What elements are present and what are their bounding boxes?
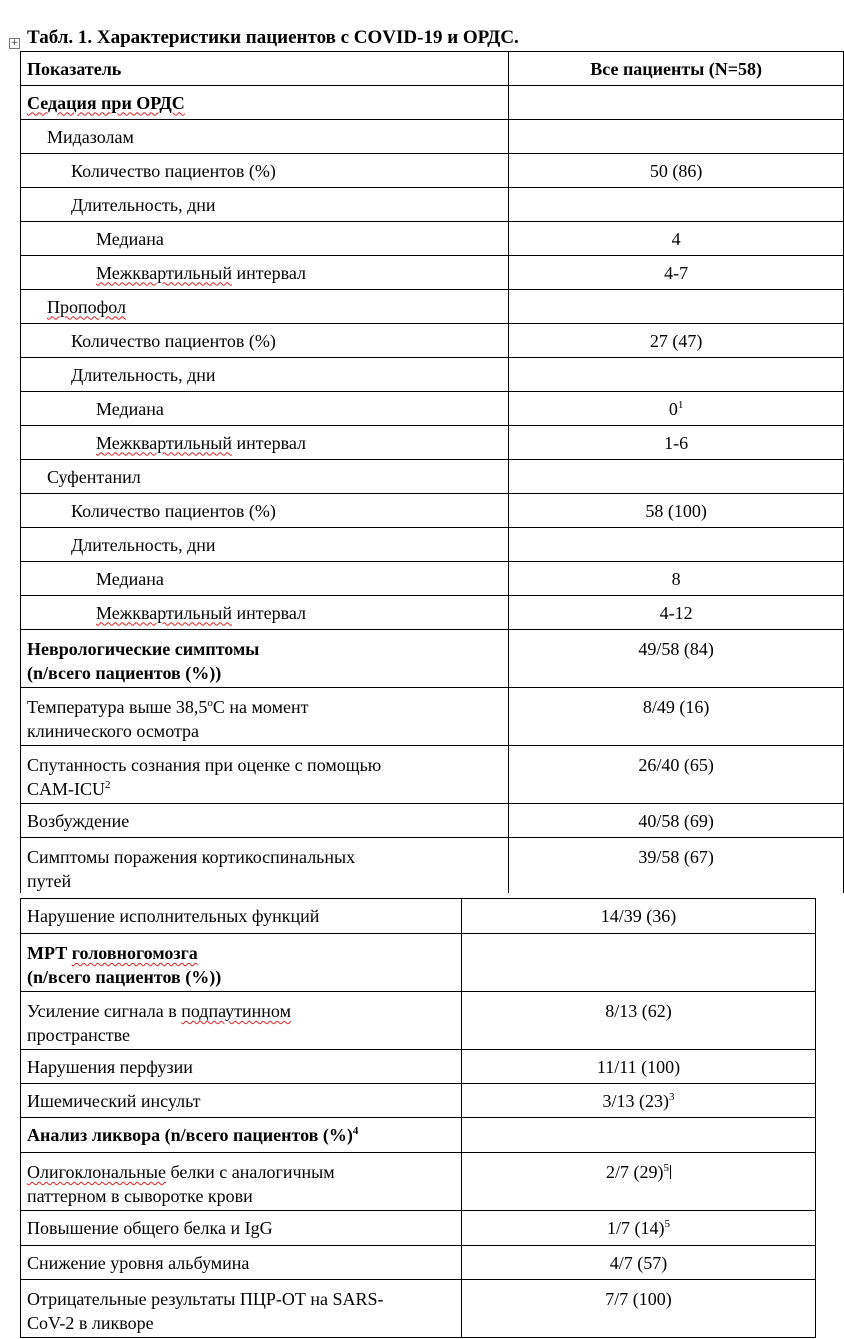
table-header-row xyxy=(21,52,844,86)
table-row xyxy=(21,1211,816,1246)
row-label-line: клинического осмотра xyxy=(27,721,200,741)
table-row xyxy=(21,838,844,894)
table-row xyxy=(21,392,844,426)
row-label: Суфентанил xyxy=(21,460,509,494)
row-value: 4-7 xyxy=(509,256,844,290)
table-row xyxy=(21,992,816,1050)
row-label-part: Межквартильный xyxy=(96,262,233,283)
header-indicator: Показатель xyxy=(21,52,509,86)
row-label: Количество пациентов (%) xyxy=(21,494,509,528)
row-label: Повышение общего белка и IgG xyxy=(21,1211,462,1246)
row-value xyxy=(509,528,844,562)
row-value: 50 (86) xyxy=(509,154,844,188)
table-caption: Табл. 1. Характеристики пациентов с COVID-19 и ОРДС. xyxy=(27,27,519,48)
row-label-part: головногомозга xyxy=(71,943,198,963)
row-label-line: (n/всего пациентов (%)) xyxy=(27,663,222,683)
row-value: 26/40 (65) xyxy=(509,746,844,804)
row-label: Количество пациентов (%) xyxy=(21,324,509,358)
table-row xyxy=(21,324,844,358)
row-label: Количество пациентов (%) xyxy=(21,154,509,188)
row-label-part: Олигоклональные xyxy=(27,1162,166,1182)
row-label-part: интервал xyxy=(232,602,307,623)
row-value: 8 xyxy=(509,562,844,596)
row-label-line: CoV-2 в ликворе xyxy=(27,1313,154,1333)
row-value: 7/7 (100) xyxy=(462,1280,816,1338)
row-value: 40/58 (69) xyxy=(509,804,844,838)
table-row xyxy=(21,528,844,562)
text-cursor xyxy=(670,1165,671,1179)
row-value: 4-12 xyxy=(509,596,844,630)
row-label-part: Межквартильный xyxy=(96,432,233,453)
row-label: Медиана xyxy=(21,222,509,256)
row-value: 4 xyxy=(509,222,844,256)
table-row xyxy=(21,630,844,688)
footnote-mark: 1 xyxy=(677,398,684,411)
row-label-line: (n/всего пациентов (%)) xyxy=(27,967,222,987)
row-value: 8/49 (16) xyxy=(509,688,844,746)
row-value: 1/7 (14) xyxy=(607,1218,665,1238)
table-row xyxy=(21,494,844,528)
table-row xyxy=(21,86,844,120)
row-label-line: паттерном в сыворотке крови xyxy=(27,1186,253,1206)
row-value: 3/13 (23) xyxy=(602,1090,669,1111)
row-label-line: Неврологические симптомы xyxy=(27,639,260,659)
table-row xyxy=(21,426,844,460)
header-all-patients: Все пациенты (N=58) xyxy=(509,52,844,86)
patient-characteristics-table-continued xyxy=(20,898,816,1338)
row-value: 11/11 (100) xyxy=(462,1050,816,1084)
row-value xyxy=(509,120,844,154)
row-label-part: CAM-ICU xyxy=(27,779,106,799)
row-value xyxy=(509,460,844,494)
row-label-part: МРТ xyxy=(27,943,72,963)
row-label: Нарушения перфузии xyxy=(21,1050,462,1084)
table-move-handle-icon[interactable]: + xyxy=(10,38,19,48)
table-row xyxy=(21,358,844,392)
row-label: Снижение уровня альбумина xyxy=(21,1246,462,1280)
row-label: Возбуждение xyxy=(21,804,509,838)
footnote-mark: 2 xyxy=(105,779,111,791)
table-row xyxy=(21,460,844,494)
table-row xyxy=(21,1153,816,1211)
row-value xyxy=(509,86,844,120)
table-row xyxy=(21,1118,816,1153)
superscript-mark: о xyxy=(207,697,213,709)
row-label: Нарушение исполнительных функций xyxy=(21,899,462,934)
row-label-line: пространстве xyxy=(27,1025,131,1045)
footnote-mark: 5 xyxy=(663,1162,669,1174)
row-label-part: Температура выше 38,5 xyxy=(27,697,208,717)
row-label-part: интервал xyxy=(232,432,307,453)
row-label-part: подпаутинном xyxy=(181,1001,291,1021)
row-value: 27 (47) xyxy=(509,324,844,358)
row-value xyxy=(462,1118,816,1153)
row-label-part: Межквартильный xyxy=(96,602,233,623)
row-label-line: путей xyxy=(27,871,72,891)
row-value xyxy=(509,290,844,324)
table-row xyxy=(21,256,844,290)
row-label: Длительность, дни xyxy=(21,188,509,222)
footnote-mark: 3 xyxy=(669,1090,675,1103)
table-row xyxy=(21,934,816,992)
row-value: 49/58 (84) xyxy=(509,630,844,688)
row-label-part: белки с аналогичным xyxy=(165,1162,335,1182)
row-value: 58 (100) xyxy=(509,494,844,528)
row-label: Пропофол xyxy=(47,296,127,317)
table-row xyxy=(21,222,844,256)
table-row xyxy=(21,1084,816,1118)
row-value xyxy=(462,934,816,992)
table-row xyxy=(21,746,844,804)
row-value: 39/58 (67) xyxy=(509,838,844,894)
row-label-part: интервал xyxy=(232,262,307,283)
table-row xyxy=(21,120,844,154)
row-value: 2/7 (29) xyxy=(606,1162,664,1182)
table-row xyxy=(21,804,844,838)
table-row xyxy=(21,688,844,746)
table-row xyxy=(21,899,816,934)
table-row xyxy=(21,1280,816,1338)
row-value: 8/13 (62) xyxy=(462,992,816,1050)
row-label: Длительность, дни xyxy=(21,358,509,392)
table-row xyxy=(21,290,844,324)
row-label-line: Отрицательные результаты ПЦР-ОТ на SARS- xyxy=(27,1289,384,1309)
row-label-part: Усиление сигнала в xyxy=(27,1001,182,1021)
row-label: Медиана xyxy=(21,392,509,426)
row-label: Седация при ОРДС xyxy=(27,92,185,113)
table-row xyxy=(21,188,844,222)
row-value: 14/39 (36) xyxy=(462,899,816,934)
row-label: Ишемический инсульт xyxy=(21,1084,462,1118)
footnote-mark: 4 xyxy=(352,1125,359,1137)
row-value xyxy=(509,358,844,392)
row-label-line: Спутанность сознания при оценке с помощью xyxy=(27,755,382,775)
table-row xyxy=(21,1050,816,1084)
row-value: 4/7 (57) xyxy=(462,1246,816,1280)
patient-characteristics-table xyxy=(20,51,844,893)
row-label-line: Симптомы поражения кортикоспинальных xyxy=(27,847,356,867)
row-label: Мидазолам xyxy=(21,120,509,154)
row-label: Анализ ликвора (n/всего пациентов (%) xyxy=(27,1125,353,1145)
row-label: Длительность, дни xyxy=(21,528,509,562)
table-row xyxy=(21,596,844,630)
footnote-mark: 5 xyxy=(664,1218,670,1230)
row-value: 0 xyxy=(668,398,678,419)
row-label-part: С на момент xyxy=(212,697,309,717)
table-row xyxy=(21,1246,816,1280)
table-row xyxy=(21,154,844,188)
row-value: 1-6 xyxy=(509,426,844,460)
row-value xyxy=(509,188,844,222)
table-row xyxy=(21,562,844,596)
row-label: Медиана xyxy=(21,562,509,596)
